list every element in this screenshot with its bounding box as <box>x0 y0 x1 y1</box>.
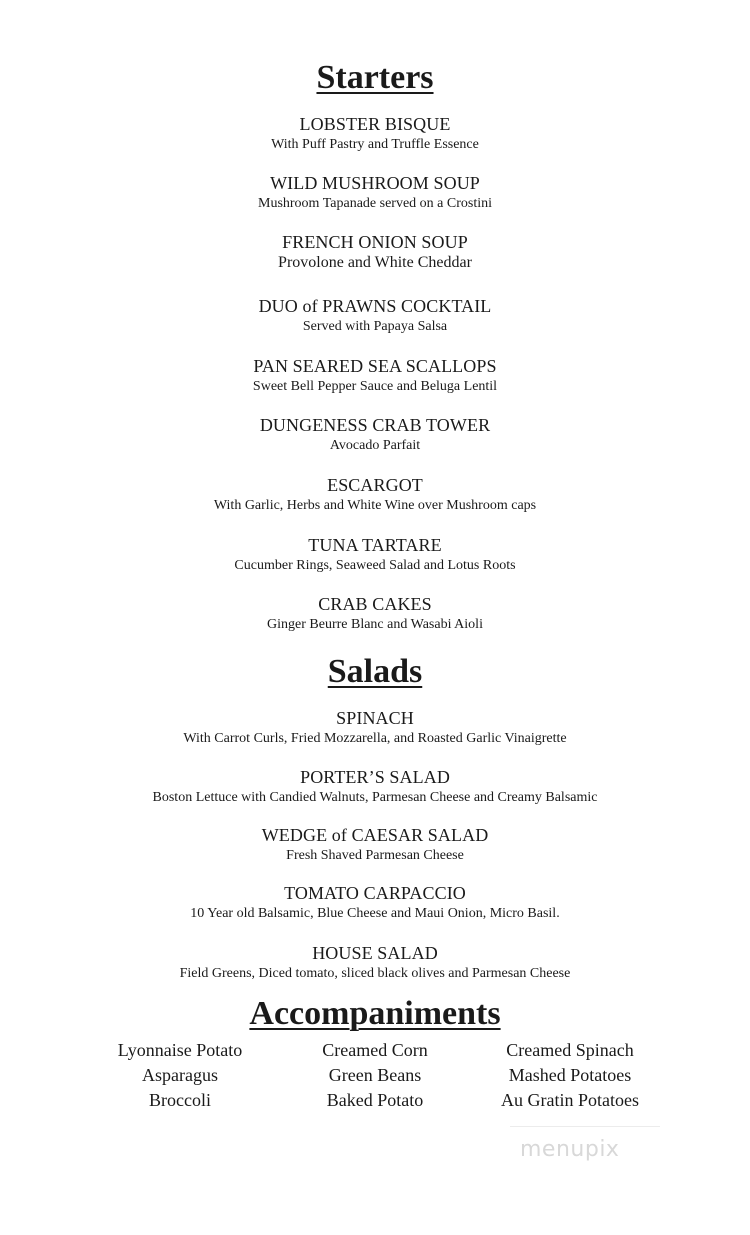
item-description: Fresh Shaved Parmesan Cheese <box>286 848 464 863</box>
menu-item <box>0 295 750 337</box>
accompaniment-item: Creamed Spinach <box>506 1040 634 1060</box>
watermark <box>510 1126 660 1177</box>
item-name: ESCARGOT <box>327 475 423 495</box>
menu-item <box>0 355 750 397</box>
accompaniment-item: Au Gratin Potatoes <box>501 1090 639 1110</box>
accompaniments-column <box>265 1038 485 1113</box>
accompaniment-item: Green Beans <box>328 1065 422 1085</box>
item-name: PAN SEARED SEA SCALLOPS <box>253 356 497 376</box>
item-description: Avocado Parfait <box>329 438 421 453</box>
accompaniment-item: Lyonnaise Potato <box>117 1040 243 1060</box>
accompaniments-heading: Accompaniments <box>249 995 501 1032</box>
menu-item <box>0 824 750 866</box>
item-description: Served with Papaya Salsa <box>302 319 448 334</box>
item-name: CRAB CAKES <box>318 594 432 614</box>
item-name: FRENCH ONION SOUP <box>282 232 468 252</box>
accompaniment-item: Creamed Corn <box>322 1040 428 1060</box>
accompaniment-item: Mashed Potatoes <box>508 1065 632 1085</box>
item-name: TUNA TARTARE <box>308 535 442 555</box>
item-name: PORTER’S SALAD <box>300 767 450 787</box>
item-name: SPINACH <box>336 708 414 728</box>
menu-item <box>0 707 750 749</box>
accompaniments-column <box>460 1038 680 1113</box>
item-description: Field Greens, Diced tomato, sliced black olives and Parmesan Cheese <box>179 966 571 981</box>
item-name: DUO of PRAWNS COCKTAIL <box>258 296 492 316</box>
menu-item <box>0 882 750 924</box>
menu-item <box>0 113 750 155</box>
item-description: With Garlic, Herbs and White Wine over Mushroom caps <box>213 498 537 513</box>
item-name: WILD MUSHROOM SOUP <box>270 173 480 193</box>
menu-item <box>0 593 750 635</box>
salads-heading: Salads <box>327 653 423 690</box>
item-name: HOUSE SALAD <box>312 943 438 963</box>
menu-item <box>0 942 750 984</box>
item-description: 10 Year old Balsamic, Blue Cheese and Maui Onion, Micro Basil. <box>190 906 560 921</box>
item-description: Cucumber Rings, Seaweed Salad and Lotus Roots <box>234 558 516 573</box>
item-name: WEDGE of CAESAR SALAD <box>261 825 489 845</box>
item-name: DUNGENESS CRAB TOWER <box>259 415 491 435</box>
item-description: Boston Lettuce with Candied Walnuts, Parmesan Cheese and Creamy Balsamic <box>152 790 598 805</box>
menu-item <box>0 766 750 808</box>
menu-item <box>0 231 750 273</box>
item-description: Provolone and White Cheddar <box>278 254 472 271</box>
menu-item <box>0 534 750 576</box>
menu-item <box>0 172 750 214</box>
menu-item <box>0 474 750 516</box>
accompaniments-list <box>0 1038 750 1118</box>
item-description: With Carrot Curls, Fried Mozzarella, and Roasted Garlic Vinaigrette <box>183 731 567 746</box>
accompaniment-item: Broccoli <box>149 1090 211 1110</box>
accompaniments-column <box>70 1038 290 1113</box>
item-name: TOMATO CARPACCIO <box>284 883 466 903</box>
menu-item <box>0 414 750 456</box>
item-description: With Puff Pastry and Truffle Essence <box>271 137 479 152</box>
accompaniment-item: Baked Potato <box>326 1090 424 1110</box>
item-name: LOBSTER BISQUE <box>299 114 451 134</box>
watermark-text: menupix <box>520 1137 620 1162</box>
item-description: Ginger Beurre Blanc and Wasabi Aioli <box>267 617 483 632</box>
accompaniment-item: Asparagus <box>142 1065 218 1085</box>
starters-heading: Starters <box>316 59 434 96</box>
item-description: Sweet Bell Pepper Sauce and Beluga Lentil <box>252 379 498 394</box>
item-description: Mushroom Tapanade served on a Crostini <box>258 196 492 211</box>
